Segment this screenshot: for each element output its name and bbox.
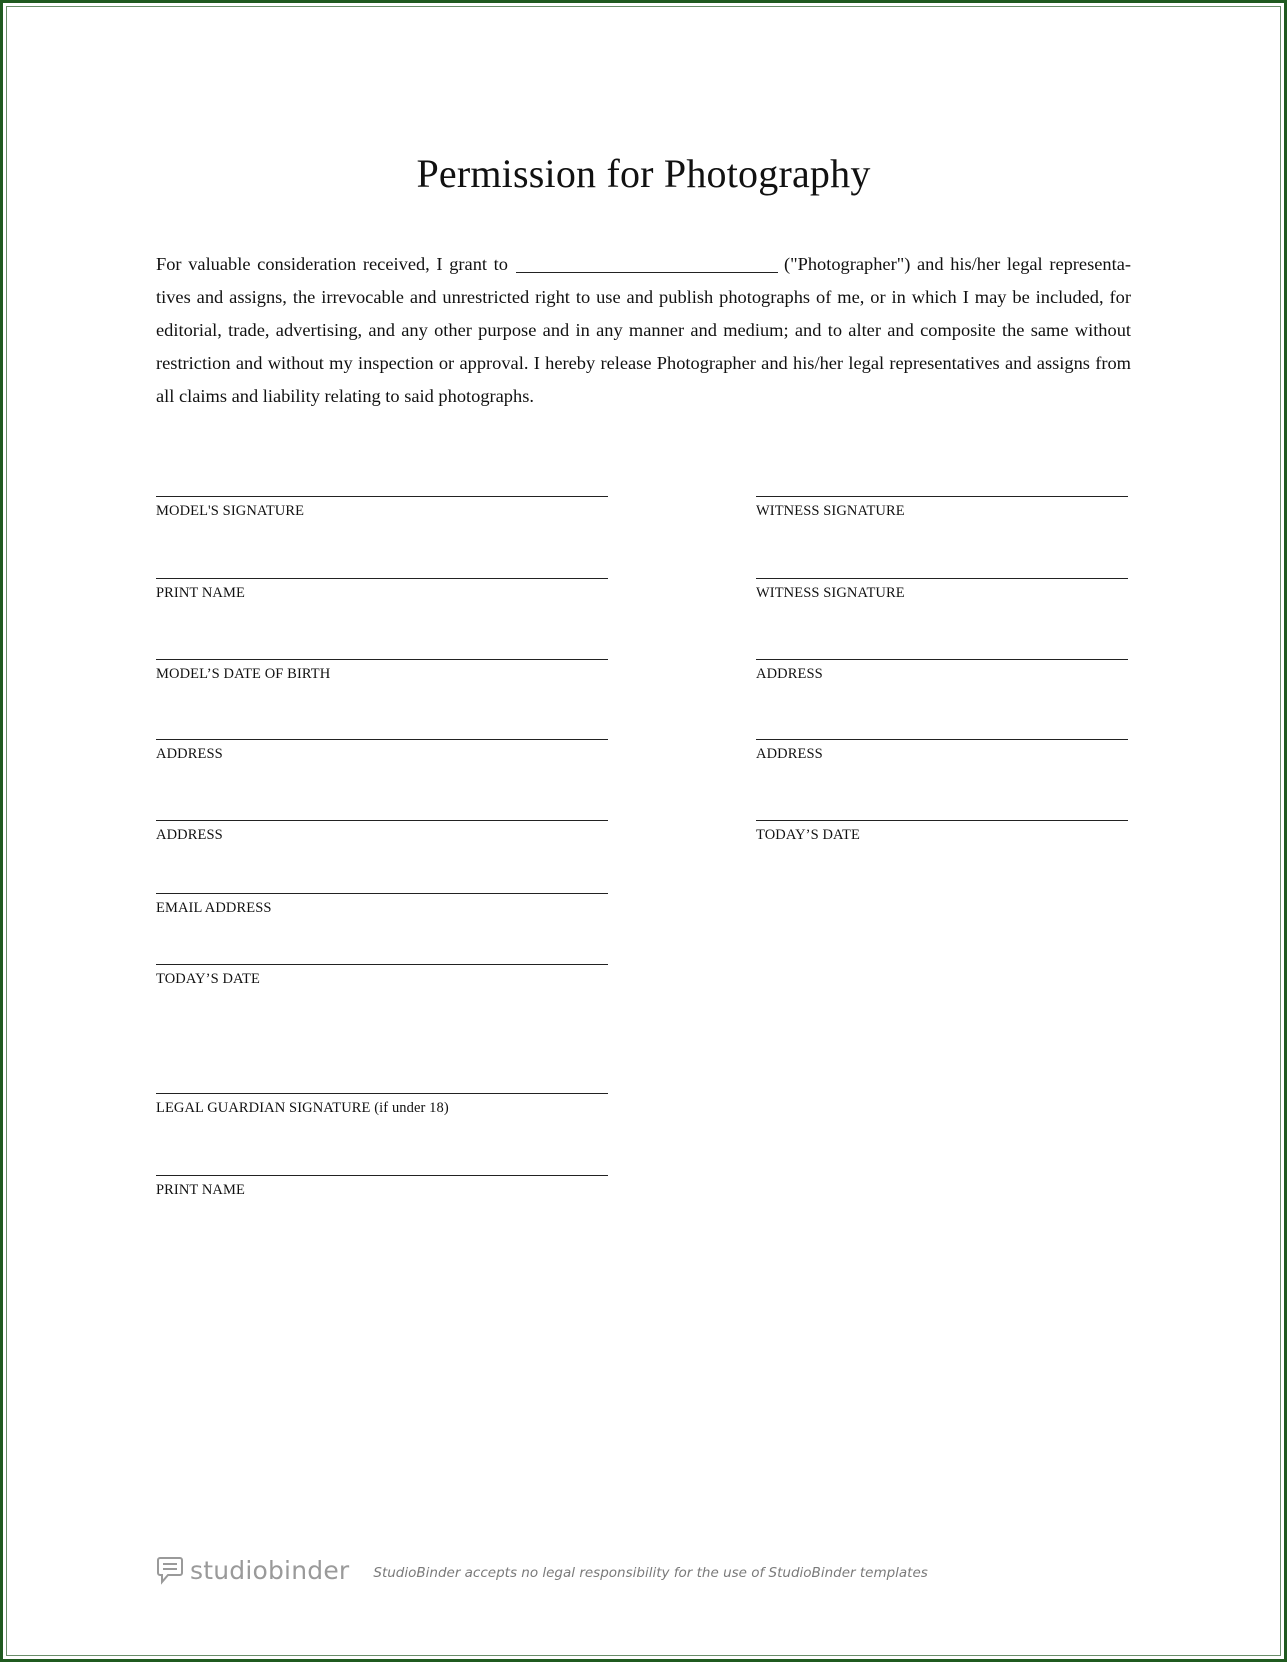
guardian-print-name-field[interactable] xyxy=(156,1175,608,1199)
document-title: Permission for Photography xyxy=(416,151,871,196)
witness-address-field-1[interactable] xyxy=(756,659,1128,683)
signature-line[interactable] xyxy=(756,659,1128,660)
field-label: ADDRESS xyxy=(756,746,823,762)
field-label: TODAY’S DATE xyxy=(756,827,860,843)
signature-line[interactable] xyxy=(156,893,608,894)
field-label: MODEL'S SIGNATURE xyxy=(156,503,305,519)
logo-part-binder: binder xyxy=(267,1555,350,1585)
photographer-name-blank[interactable] xyxy=(516,254,778,273)
signature-line[interactable] xyxy=(156,1175,608,1176)
signature-line[interactable] xyxy=(156,739,608,740)
model-address-field-1[interactable] xyxy=(156,739,608,763)
field-label: EMAIL ADDRESS xyxy=(156,900,272,916)
model-todays-date-field[interactable] xyxy=(156,964,608,988)
studiobinder-logo xyxy=(190,1556,349,1585)
model-date-of-birth-field[interactable] xyxy=(156,659,608,683)
field-label: ADDRESS xyxy=(156,827,223,843)
paragraph-rest: ("Photographer") and his/her legal representa-tives and assigns, the irrevocable and unrestricted right to use and publish photographs of me, or in which I may be included, for editorial, trade, advertising, and any other purpose and in any manner and medium; and to alter and composite the same without restriction and without my inspection or approval. I hereby release Photographer and his/her legal representatives and assigns from all claims and liability relating to said photographs. xyxy=(156,254,1132,406)
witness-address-field-2[interactable] xyxy=(756,739,1128,763)
field-label: WITNESS SIGNATURE xyxy=(756,503,905,519)
print-name-field[interactable] xyxy=(156,578,608,602)
field-label: LEGAL GUARDIAN SIGNATURE (if under 18) xyxy=(156,1100,449,1116)
witness-todays-date-field[interactable] xyxy=(756,820,1128,844)
signature-line[interactable] xyxy=(756,496,1128,497)
paragraph-start: For valuable consideration received, I grant to xyxy=(156,254,508,274)
signature-line[interactable] xyxy=(156,964,608,965)
model-address-field-2[interactable] xyxy=(156,820,608,844)
disclaimer-text: StudioBinder accepts no legal responsibility for the use of StudioBinder templates xyxy=(373,1565,928,1581)
field-label: PRINT NAME xyxy=(156,585,245,601)
signature-line[interactable] xyxy=(756,578,1128,579)
signature-line[interactable] xyxy=(156,496,608,497)
signature-line[interactable] xyxy=(156,578,608,579)
signature-line[interactable] xyxy=(156,1093,608,1094)
field-label: PRINT NAME xyxy=(156,1182,245,1198)
legal-guardian-signature-field[interactable] xyxy=(156,1093,608,1117)
signature-line[interactable] xyxy=(756,820,1128,821)
witness-signature-field-1[interactable] xyxy=(756,496,1128,520)
logo-part-studio: studio xyxy=(190,1555,268,1585)
field-label: WITNESS SIGNATURE xyxy=(756,585,905,601)
footer xyxy=(156,1553,928,1587)
consent-paragraph xyxy=(156,248,1131,413)
field-label: MODEL’S DATE OF BIRTH xyxy=(156,666,331,682)
field-label: TODAY’S DATE xyxy=(156,971,260,987)
witness-signature-field-2[interactable] xyxy=(756,578,1128,602)
email-address-field[interactable] xyxy=(156,893,608,917)
signature-line[interactable] xyxy=(756,739,1128,740)
signature-line[interactable] xyxy=(156,820,608,821)
signature-line[interactable] xyxy=(156,659,608,660)
field-label: ADDRESS xyxy=(756,666,823,682)
field-label: ADDRESS xyxy=(156,746,223,762)
model-signature-field[interactable] xyxy=(156,496,608,520)
chat-bubble-icon xyxy=(156,1555,184,1585)
